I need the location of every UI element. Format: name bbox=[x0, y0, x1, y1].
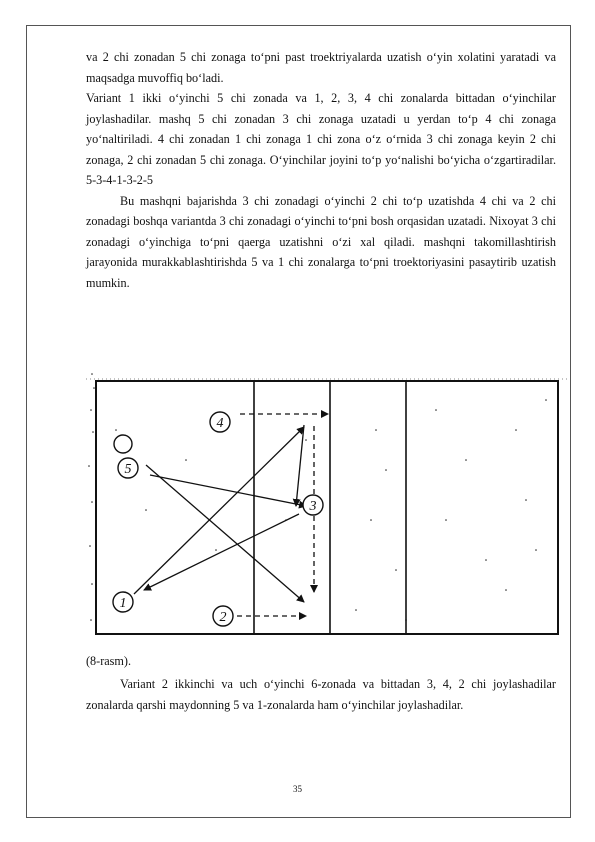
player-label-2: 2 bbox=[219, 610, 227, 625]
paragraph-3: Bu mashqni bajarishda 3 chi zonadagi o‘yinchi 2 chi to‘p uzatishda 4 chi va 2 chi zonadagi boshqa variantda 3 chi zonadagi o‘yinchi to‘pni bosh orqasidan uzatadi. Nixoyat 3 chi zonadagi o‘yinchiga to‘pni qaerga uzatishni o‘zi xal qiladi. mashqni takomillashtirish jarayonida murakkablashtirishda 5 va 1 chi zonalarga to‘pni troektoriyasini pasaytirib uzatish mumkin. bbox=[86, 193, 556, 290]
pass-arrows bbox=[134, 414, 328, 616]
figure-caption: (8-rasm). bbox=[86, 654, 132, 668]
court-svg bbox=[86, 370, 570, 642]
player-empty-marker bbox=[114, 435, 132, 453]
players bbox=[113, 412, 323, 626]
page-number: 35 bbox=[293, 784, 302, 794]
player-label-4: 4 bbox=[216, 416, 224, 431]
paragraph-4: Variant 2 ikkinchi va uch o‘yinchi 6-zonada va bittadan 3, 4, 2 chi joylashadilar zonalarda qarshi maydonning 5 va 1-zonalarda ham o‘yinchilar joylashadilar. bbox=[86, 677, 556, 712]
court-lines bbox=[86, 379, 570, 634]
text-block-top bbox=[86, 47, 556, 293]
player-label-1: 1 bbox=[119, 596, 127, 611]
player-label-3: 3 bbox=[309, 499, 317, 514]
volleyball-court-diagram bbox=[86, 370, 570, 642]
paragraph-2: Variant 1 ikki o‘yinchi 5 chi zonada va 1, 2, 3, 4 chi zonalarda bittadan o‘yinchilar joylashadilar. mashq 5 chi zonadan 3 chi zonaga uzatadi u yerdan to‘p 4 chi zonaga yo‘naltiriladi. 4 chi zonadan 1 chi zonaga 1 chi zona o‘z o‘rnida 3 chi zonaga keyin 2 chi zonaga, 2 chi zonadan 5 chi zonaga. O‘yinchilar joyini to‘p yo‘nalishi bo‘yicha o‘zgartiradilar. 5-3-4-1-3-2-5 bbox=[86, 91, 556, 187]
paragraph-1: va 2 chi zonadan 5 chi zonaga to‘pni past troektriyalarda uzatish o‘yin xolatini yaratadi va maqsadga muvoffiq bo‘ladi. bbox=[86, 50, 556, 85]
text-block-bottom bbox=[86, 674, 556, 715]
player-label-5: 5 bbox=[124, 462, 132, 477]
